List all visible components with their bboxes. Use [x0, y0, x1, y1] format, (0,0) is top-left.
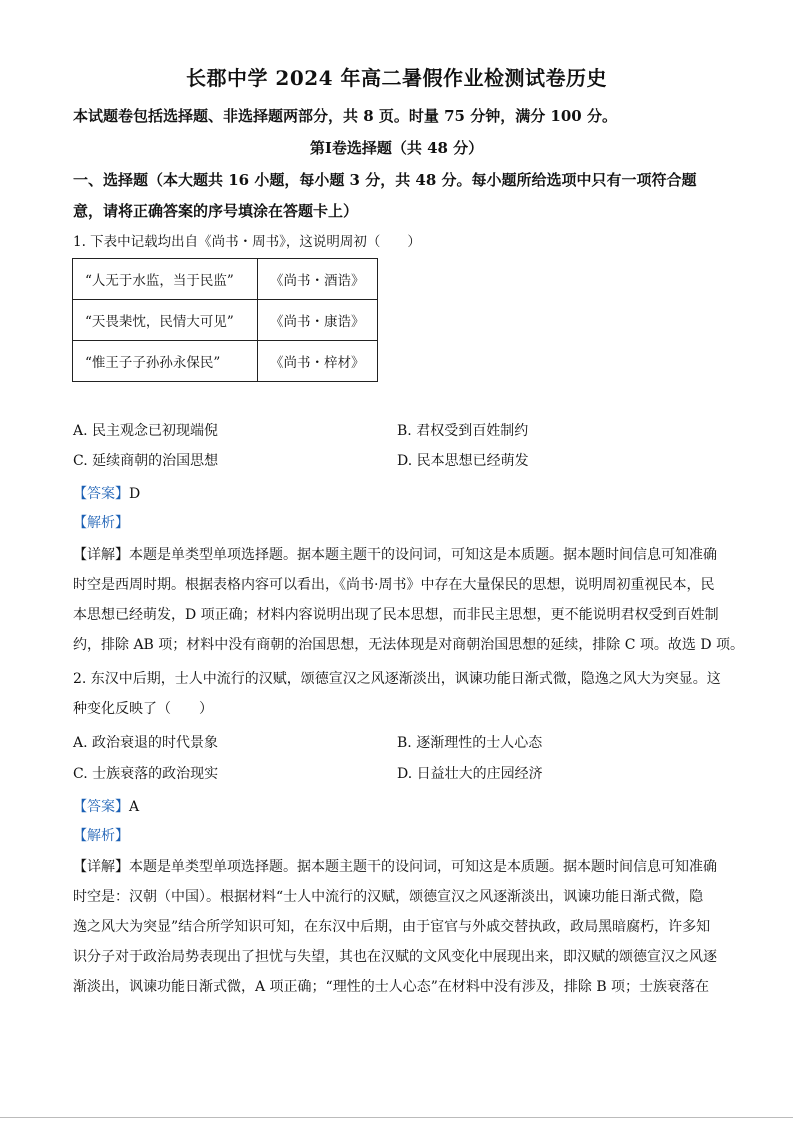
answer-value: A	[129, 799, 140, 815]
answer-value: D	[129, 486, 141, 502]
q2-option-d: D. 日益壮大的庄园经济	[397, 766, 543, 782]
q2-option-a: A. 政治衰退的时代景象	[73, 735, 219, 751]
q2-detail-line: 逸之风大为突显”结合所学知识可知，在东汉中后期，由于宦官与外戚交替执政，政局黑暗腐朽，许多知	[73, 919, 711, 935]
table-row	[73, 341, 378, 382]
q1-detail	[73, 540, 745, 660]
q2-answer	[73, 797, 139, 817]
q2-option-b: B. 逐渐理性的士人心态	[397, 735, 543, 751]
q1-option-a: A. 民主观念已初现端倪	[73, 423, 219, 439]
q2-detail-line: 时空是：汉朝（中国）。根据材料“士人中流行的汉赋，颂德宣汉之风逐渐淡出，讽谏功能日渐式微，隐	[73, 889, 704, 905]
q1-answer	[73, 484, 140, 504]
answer-tag: 【答案】	[73, 486, 129, 502]
q2-stem	[73, 664, 727, 724]
table-cell-source: 《尚书・梓材》	[258, 341, 378, 382]
section-title: 第Ⅰ卷选择题（共 48 分）	[309, 139, 484, 157]
q2-analysis-tag: 【解析】	[73, 828, 129, 844]
page-title: 长郡中学 2024 年高二暑假作业检测试卷历史	[185, 66, 608, 90]
section-instructions-line-2: 意，请将正确答案的序号填涂在答题卡上）	[73, 202, 359, 220]
table-cell-quote: “惟王子子孙孙永保民”	[73, 341, 258, 382]
answer-tag: 【答案】	[73, 799, 129, 815]
q1-option-b: B. 君权受到百姓制约	[397, 423, 529, 439]
table-row	[73, 300, 378, 341]
table-cell-quote: “人无于水监，当于民监”	[73, 259, 258, 300]
q1-stem: 1. 下表中记载均出自《尚书・周书》，这说明周初（ ）	[73, 234, 421, 250]
q2-option-c: C. 士族衰落的政治现实	[73, 766, 219, 782]
q2-detail	[73, 852, 727, 1002]
q2-detail-line: 渐淡出，讽谏功能日渐式微，A 项正确；“理性的士人心态”在材料中没有涉及，排除 B 项；士族衰落在	[73, 979, 710, 995]
q2-stem-line: 种变化反映了（ ）	[73, 701, 213, 717]
q1-option-d: D. 民本思想已经萌发	[397, 453, 529, 469]
q2-stem-line: 2. 东汉中后期，士人中流行的汉赋，颂德宣汉之风逐渐淡出，讽谏功能日渐式微，隐逸之风大为突显。这	[73, 671, 721, 687]
q1-detail-line: 本思想已经萌发，D 项正确；材料内容说明出现了民本思想，而非民主思想，更不能说明君权受到百姓制	[73, 607, 719, 623]
q1-detail-line: 时空是西周时期。根据表格内容可以看出，《尚书·周书》中存在大量保民的思想，说明周初重视民本，民	[73, 577, 715, 593]
table-cell-quote: “天畏棐忱，民情大可见”	[73, 300, 258, 341]
table-cell-source: 《尚书・康诰》	[258, 300, 378, 341]
page-bottom-divider	[0, 1117, 793, 1118]
q1-option-c: C. 延续商朝的治国思想	[73, 453, 219, 469]
q2-detail-line: 识分子对于政治局势表现出了担忧与失望，其也在汉赋的文风变化中展现出来，即汉赋的颂德宣汉之风逐	[73, 949, 717, 965]
intro-text: 本试题卷包括选择题、非选择题两部分，共 8 页。时量 75 分钟，满分 100 分。	[73, 107, 617, 125]
section-instructions-line-1: 一、选择题（本大题共 16 小题，每小题 3 分，共 48 分。每小题所给选项中只有一项符合题	[73, 171, 697, 189]
q1-table	[72, 258, 378, 382]
table-cell-source: 《尚书・酒诰》	[258, 259, 378, 300]
q1-detail-line: 约，排除 AB 项；材料中没有商朝的治国思想，无法体现是对商朝治国思想的延续，排除 C 项。故选 D 项。	[73, 637, 745, 653]
q1-analysis-tag: 【解析】	[73, 515, 129, 531]
table-row	[73, 259, 378, 300]
q2-detail-line: 【详解】本题是单类型单项选择题。据本题主题干的设问词，可知这是本质题。据本题时间信息可知准确	[73, 859, 717, 875]
q1-detail-line: 【详解】本题是单类型单项选择题。据本题主题干的设问词，可知这是本质题。据本题时间信息可知准确	[73, 547, 717, 563]
